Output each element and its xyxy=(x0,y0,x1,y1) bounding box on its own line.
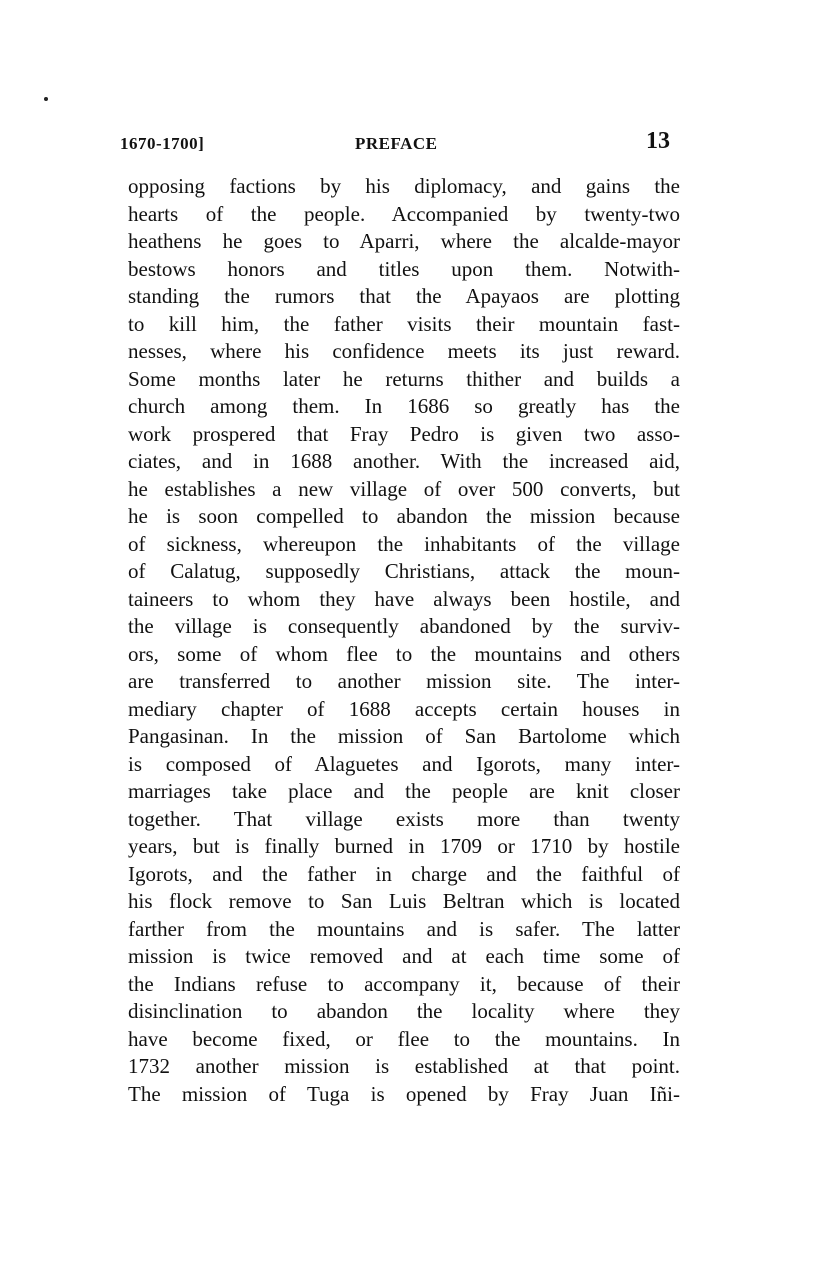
text-line: he is soon compelled to abandon the mission because xyxy=(128,504,680,528)
text-line: together. That village exists more than twenty xyxy=(128,806,680,831)
body-paragraph xyxy=(128,173,680,1108)
text-line: The mission of Tuga is opened by Fray Juan Iñi- xyxy=(128,1081,680,1106)
text-line: opposing factions by his diplomacy, and gains the xyxy=(128,174,680,198)
text-line: Pangasinan. In the mission of San Bartolome which xyxy=(128,724,680,748)
running-head-date-range: 1670-1700] xyxy=(120,134,205,153)
text-line: farther from the mountains and is safer. The latter xyxy=(128,916,680,941)
text-line: are transferred to another mission site. The inter- xyxy=(128,669,680,693)
text-line: ors, some of whom flee to the mountains and others xyxy=(128,641,680,666)
text-line: ciates, and in 1688 another. With the increased aid, xyxy=(128,449,680,473)
text-line: is composed of Alaguetes and Igorots, many inter- xyxy=(128,751,680,776)
text-line: Some months later he returns thither and builds a xyxy=(128,366,680,391)
text-line: to kill him, the father visits their mountain fast- xyxy=(128,311,680,336)
text-line: heathens he goes to Aparri, where the alcalde-mayor xyxy=(128,229,680,253)
text-line: standing the rumors that the Apayaos are plotting xyxy=(128,284,680,308)
running-head xyxy=(120,128,680,160)
page-number: 13 xyxy=(646,128,670,154)
text-line: the Indians refuse to accompany it, because of their xyxy=(128,971,680,996)
text-line: he establishes a new village of over 500 converts, but xyxy=(128,476,680,501)
text-line: hearts of the people. Accompanied by twenty-two xyxy=(128,201,680,226)
text-line: church among them. In 1686 so greatly has the xyxy=(128,394,680,418)
text-line: mediary chapter of 1688 accepts certain houses in xyxy=(128,696,680,721)
text-line: nesses, where his confidence meets its just reward. xyxy=(128,339,680,363)
text-line: marriages take place and the people are knit closer xyxy=(128,779,680,803)
text-line: his flock remove to San Luis Beltran which is located xyxy=(128,889,680,913)
text-line: taineers to whom they have always been hostile, and xyxy=(128,586,680,611)
text-line: 1732 another mission is established at that point. xyxy=(128,1054,680,1078)
running-head-title: PREFACE xyxy=(355,134,438,153)
text-line: work prospered that Fray Pedro is given two asso- xyxy=(128,421,680,446)
text-line: mission is twice removed and at each time some of xyxy=(128,944,680,968)
text-line: Igorots, and the father in charge and the faithful of xyxy=(128,861,680,886)
print-speck xyxy=(44,97,48,101)
text-line: the village is consequently abandoned by the surviv- xyxy=(128,614,680,638)
text-line: disinclination to abandon the locality where they xyxy=(128,999,680,1023)
text-line: of Calatug, supposedly Christians, attack the moun- xyxy=(128,559,680,583)
text-line: years, but is finally burned in 1709 or 1710 by hostile xyxy=(128,834,680,858)
text-line: have become fixed, or flee to the mountains. In xyxy=(128,1026,680,1051)
text-line: of sickness, whereupon the inhabitants of the village xyxy=(128,531,680,556)
text-line: bestows honors and titles upon them. Notwith- xyxy=(128,256,680,281)
